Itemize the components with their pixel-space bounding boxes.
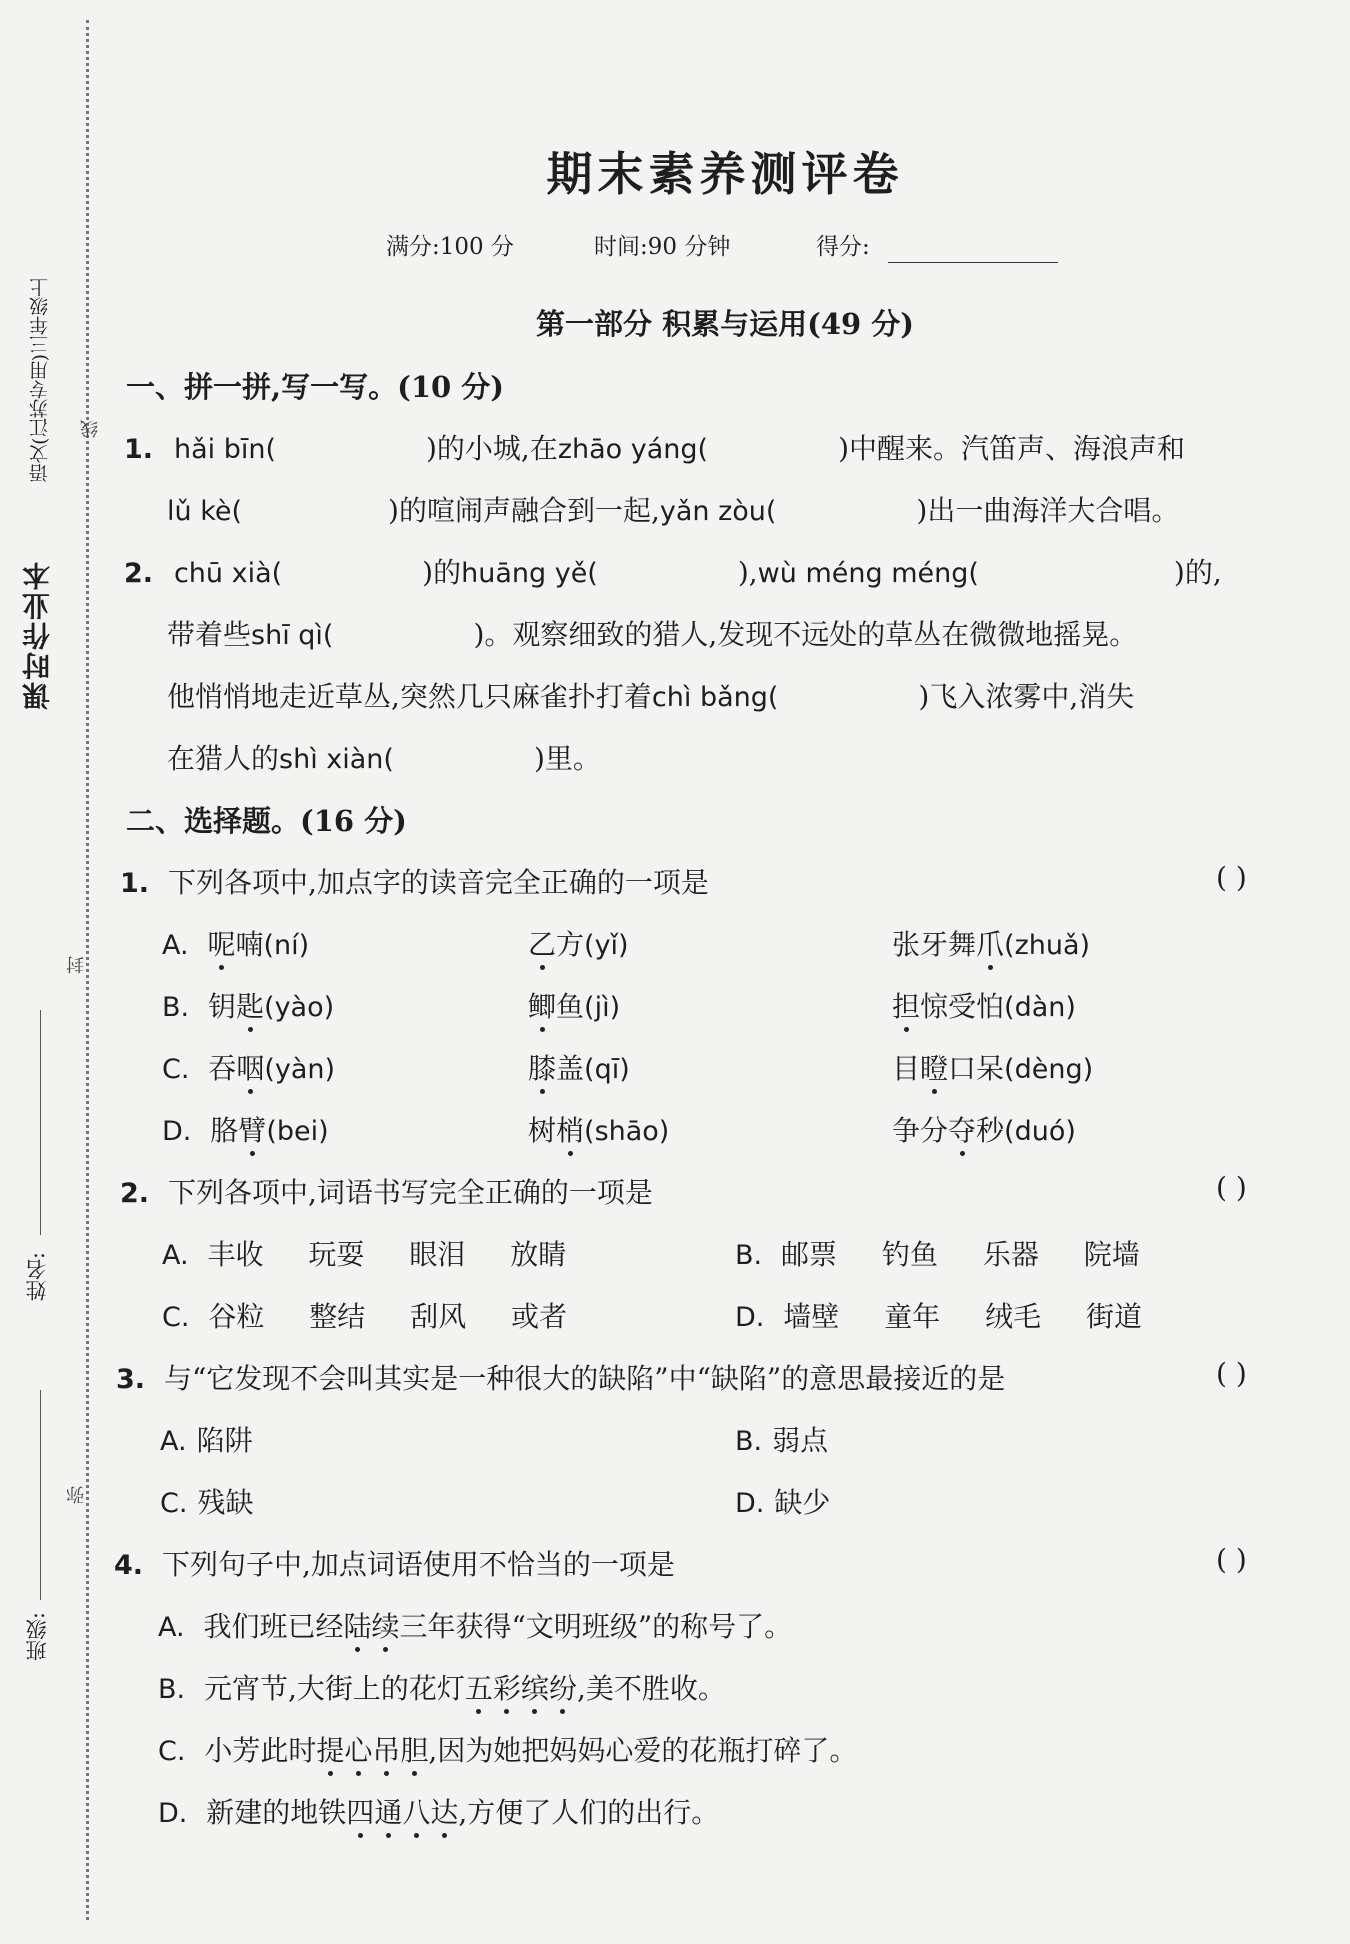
text: )中醒来。汽笛声、海浪声和 — [838, 432, 1185, 465]
s2-q2-option-a[interactable] — [162, 1233, 566, 1273]
s1-q1-line1 — [124, 427, 1185, 467]
text: ), — [737, 556, 758, 589]
option-letter: D. — [162, 1116, 192, 1147]
text-span: 争分 — [892, 1114, 949, 1147]
word: 玩耍 — [308, 1238, 365, 1271]
word: 放睛 — [510, 1238, 567, 1271]
s2-q3-stem — [116, 1357, 1005, 1397]
option-letter: B. — [735, 1240, 763, 1271]
pinyin: (dàn) — [1004, 992, 1076, 1023]
text: )飞入浓雾中,消失 — [918, 680, 1135, 713]
dotted-char: 四 — [346, 1796, 375, 1829]
dotted-char: 匙 — [236, 990, 265, 1023]
s2-q1-option-a-col2 — [528, 923, 629, 963]
text-span: 树 — [528, 1114, 557, 1147]
pinyin: yǎn zòu( — [659, 496, 777, 527]
option-word — [208, 990, 334, 1023]
question-stem: 下列各项中,词语书写完全正确的一项是 — [167, 1176, 653, 1209]
word: 或者 — [511, 1300, 568, 1333]
pinyin: chū xià( — [173, 558, 283, 589]
question-stem: 下列各项中,加点字的读音完全正确的一项是 — [167, 866, 709, 899]
dotted-char: 八 — [402, 1796, 431, 1829]
option-letter: B. — [735, 1426, 763, 1457]
question-number: 1. — [124, 434, 154, 465]
s2-q2-option-d[interactable] — [735, 1295, 1142, 1335]
text-span: 胳 — [210, 1114, 239, 1147]
s2-q2-option-b[interactable] — [735, 1233, 1140, 1273]
dotted-char: 通 — [374, 1796, 403, 1829]
page-title: 期末素养测评卷 — [546, 147, 904, 201]
word: 钓鱼 — [881, 1238, 938, 1271]
word: 童年 — [884, 1300, 941, 1333]
pinyin: wù méng méng( — [757, 558, 979, 589]
dotted-char: 鲫 — [528, 990, 557, 1023]
pinyin: (yǐ) — [584, 930, 629, 961]
s2-q1-option-b-col3 — [892, 985, 1076, 1025]
text-span: 吞 — [208, 1052, 237, 1085]
s1-q2-line1 — [124, 551, 1222, 591]
dotted-char: 爪 — [976, 928, 1005, 961]
pinyin: shī qì( — [251, 620, 334, 651]
dotted-char: 臂 — [238, 1114, 267, 1147]
question-number: 2. — [120, 1178, 150, 1209]
dotted-char: 膝 — [528, 1052, 557, 1085]
option-letter: C. — [160, 1488, 188, 1519]
book-meta-label: 语文(江苏专用)三年级上 — [29, 278, 51, 483]
text: 在猎人的 — [167, 742, 280, 775]
option-letter: C. — [162, 1054, 190, 1085]
s2-q1-option-d[interactable] — [162, 1109, 329, 1149]
binding-mark-line: 线 — [80, 420, 101, 438]
dotted-char: 纷 — [548, 1672, 577, 1705]
option-letter: C. — [162, 1302, 190, 1333]
pinyin: (jì) — [584, 992, 621, 1023]
pinyin: (yàn) — [264, 1054, 336, 1085]
s2-q4-option-d[interactable] — [158, 1791, 719, 1831]
question-number: 2. — [124, 558, 154, 589]
question-number: 1. — [120, 868, 150, 899]
class-blank-line[interactable] — [40, 1390, 41, 1600]
text-span: 小芳此时 — [204, 1734, 317, 1767]
dotted-char: 夺 — [948, 1114, 977, 1147]
option-letter: D. — [735, 1488, 765, 1519]
text-span: 新建的地铁 — [206, 1796, 347, 1829]
text-span: 目 — [892, 1052, 921, 1085]
text: )。观察细致的猎人,发现不远处的草丛在微微地摇晃。 — [473, 618, 1138, 651]
text: )的喧闹声融合到一起, — [388, 494, 660, 527]
text-span: ,方便了人们的出行。 — [458, 1796, 720, 1829]
option-letter: A. — [162, 930, 189, 961]
word: 缺少 — [774, 1486, 831, 1519]
pinyin: (zhuǎ) — [1004, 930, 1091, 961]
word: 院墙 — [1083, 1238, 1140, 1271]
dotted-char: 咽 — [236, 1052, 265, 1085]
text-span: 口呆 — [948, 1052, 1005, 1085]
full-score-info: 满分:100 分 — [386, 234, 514, 260]
word: 刮风 — [410, 1300, 467, 1333]
pinyin: chì bǎng( — [651, 682, 779, 713]
word: 墙壁 — [783, 1300, 840, 1333]
s2-q1-option-a[interactable] — [162, 923, 309, 963]
s1-q2-line3 — [167, 675, 1134, 715]
option-letter: D. — [158, 1798, 188, 1829]
word: 眼泪 — [409, 1238, 466, 1271]
dotted-char: 缤 — [520, 1672, 549, 1705]
s2-q1-option-a-col3 — [892, 923, 1090, 963]
pinyin: (yào) — [264, 992, 335, 1023]
pinyin: shì xiàn( — [279, 744, 394, 775]
dotted-char: 陆 — [343, 1610, 372, 1643]
option-letter: B. — [162, 992, 190, 1023]
score-label: 得分: — [816, 234, 870, 260]
s2-q4-option-a[interactable] — [158, 1605, 792, 1645]
word: 绒毛 — [985, 1300, 1042, 1333]
text-span: 元宵节,大街上的花灯 — [204, 1672, 465, 1705]
option-letter: D. — [735, 1302, 765, 1333]
s2-q1-option-d-col2 — [528, 1109, 669, 1149]
dotted-char: 心 — [344, 1734, 373, 1767]
text-span: 张牙舞 — [892, 928, 977, 961]
s2-q4-option-c[interactable] — [158, 1729, 857, 1769]
section-one-title: 一、拼一拼,写一写。(10 分) — [126, 370, 504, 404]
s1-q2-line2 — [167, 613, 1137, 653]
book-series-label: 课时作业本 — [21, 560, 54, 710]
text: )出一曲海洋大合唱。 — [916, 494, 1180, 527]
option-letter: C. — [158, 1736, 186, 1767]
question-stem: 与“它发现不会叫其实是一种很大的缺陷”中“缺陷”的意思最接近的是 — [163, 1362, 1006, 1395]
s1-q1-line2 — [167, 489, 1179, 529]
answer-parentheses[interactable]: ( ) — [1216, 1171, 1247, 1204]
option-letter: A. — [160, 1426, 187, 1457]
word: 邮票 — [781, 1238, 838, 1271]
text: 带着些 — [167, 618, 252, 651]
question-stem: 下列句子中,加点词语使用不恰当的一项是 — [161, 1548, 675, 1581]
text-span: 鱼 — [556, 990, 585, 1023]
word: 丰收 — [207, 1238, 264, 1271]
text-span: 惊受怕 — [920, 990, 1005, 1023]
text-span: 喃 — [235, 928, 264, 961]
dotted-char: 担 — [892, 990, 921, 1023]
score-blank-line[interactable] — [888, 262, 1058, 263]
name-blank-line[interactable] — [40, 1010, 41, 1235]
dotted-char: 胆 — [400, 1734, 429, 1767]
option-letter: A. — [162, 1240, 189, 1271]
word: 残缺 — [197, 1486, 254, 1519]
text: 他悄悄地走近草丛,突然几只麻雀扑打着 — [167, 680, 652, 713]
text-span: 盖 — [556, 1052, 585, 1085]
binding-mark-ni: 弥 — [66, 1486, 87, 1504]
dotted-char: 提 — [316, 1734, 345, 1767]
section-two-title: 二、选择题。(16 分) — [126, 804, 407, 838]
s2-q4-stem — [114, 1543, 675, 1583]
text: )里。 — [533, 742, 601, 775]
s2-q4-option-b[interactable] — [158, 1667, 726, 1707]
text-span: 方 — [556, 928, 585, 961]
dotted-char: 梢 — [556, 1114, 585, 1147]
s2-q3-option-a[interactable] — [160, 1419, 253, 1459]
option-word — [208, 1052, 335, 1085]
s2-q3-option-d[interactable] — [735, 1481, 830, 1521]
dotted-char: 五 — [464, 1672, 493, 1705]
pinyin: huāng yě( — [461, 558, 598, 589]
s2-q3-option-c[interactable] — [160, 1481, 253, 1521]
time-info: 时间:90 分钟 — [594, 234, 731, 260]
pinyin: lǔ kè( — [167, 496, 243, 527]
pinyin: hǎi bīn( — [173, 434, 276, 465]
s2-q2-stem — [120, 1171, 653, 1211]
option-word — [210, 1114, 328, 1147]
s2-q2-option-c[interactable] — [162, 1295, 567, 1335]
name-label: 姓名: — [25, 1252, 49, 1302]
pinyin: (qī) — [584, 1054, 630, 1085]
pinyin: (ní) — [263, 930, 310, 961]
s2-q1-option-c-col3 — [892, 1047, 1093, 1087]
dotted-char: 续 — [371, 1610, 400, 1643]
class-label: 班级: — [25, 1612, 49, 1662]
s2-q1-option-b[interactable] — [162, 985, 334, 1025]
word: 谷粒 — [208, 1300, 265, 1333]
dotted-char: 瞪 — [920, 1052, 949, 1085]
s2-q1-stem — [120, 861, 709, 901]
text-span: 秒 — [976, 1114, 1005, 1147]
dotted-char: 达 — [430, 1796, 459, 1829]
text-span: 三年获得“文明班级”的称号了。 — [399, 1610, 793, 1643]
word: 乐器 — [982, 1238, 1039, 1271]
dotted-char: 呢 — [207, 928, 236, 961]
word: 街道 — [1086, 1300, 1143, 1333]
pinyin: (shāo) — [584, 1116, 670, 1147]
s2-q1-option-b-col2 — [528, 985, 620, 1025]
answer-parentheses[interactable]: ( ) — [1216, 861, 1247, 894]
option-letter: B. — [158, 1674, 186, 1705]
pinyin: (dèng) — [1004, 1054, 1094, 1085]
word: 整结 — [309, 1300, 366, 1333]
question-number: 3. — [116, 1364, 146, 1395]
text: )的, — [1173, 556, 1222, 589]
text-span: 钥 — [208, 990, 237, 1023]
word: 陷阱 — [196, 1424, 253, 1457]
option-word — [207, 928, 309, 961]
pinyin: (duó) — [1004, 1116, 1076, 1147]
pinyin: zhāo yáng( — [557, 434, 709, 465]
answer-parentheses[interactable]: ( ) — [1216, 1357, 1247, 1390]
text-span: 我们班已经 — [203, 1610, 344, 1643]
text-span: ,美不胜收。 — [576, 1672, 726, 1705]
s2-q1-option-d-col3 — [892, 1109, 1076, 1149]
s1-q2-line4 — [167, 737, 601, 777]
dotted-char: 乙 — [528, 928, 557, 961]
binding-mark-seal: 封 — [66, 956, 87, 974]
text: )的 — [422, 556, 462, 589]
question-number: 4. — [114, 1550, 144, 1581]
text-span: ,因为她把妈妈心爱的花瓶打碎了。 — [428, 1734, 858, 1767]
pinyin: (bei) — [266, 1116, 329, 1147]
answer-parentheses[interactable]: ( ) — [1216, 1543, 1247, 1576]
s2-q1-option-c-col2 — [528, 1047, 630, 1087]
dotted-char: 彩 — [492, 1672, 521, 1705]
dotted-char: 吊 — [372, 1734, 401, 1767]
word: 弱点 — [772, 1424, 829, 1457]
s2-q3-option-b[interactable] — [735, 1419, 828, 1459]
option-letter: A. — [158, 1612, 185, 1643]
s2-q1-option-c[interactable] — [162, 1047, 335, 1087]
part-one-title: 第一部分 积累与运用(49 分) — [536, 307, 914, 341]
text: )的小城,在 — [425, 432, 558, 465]
